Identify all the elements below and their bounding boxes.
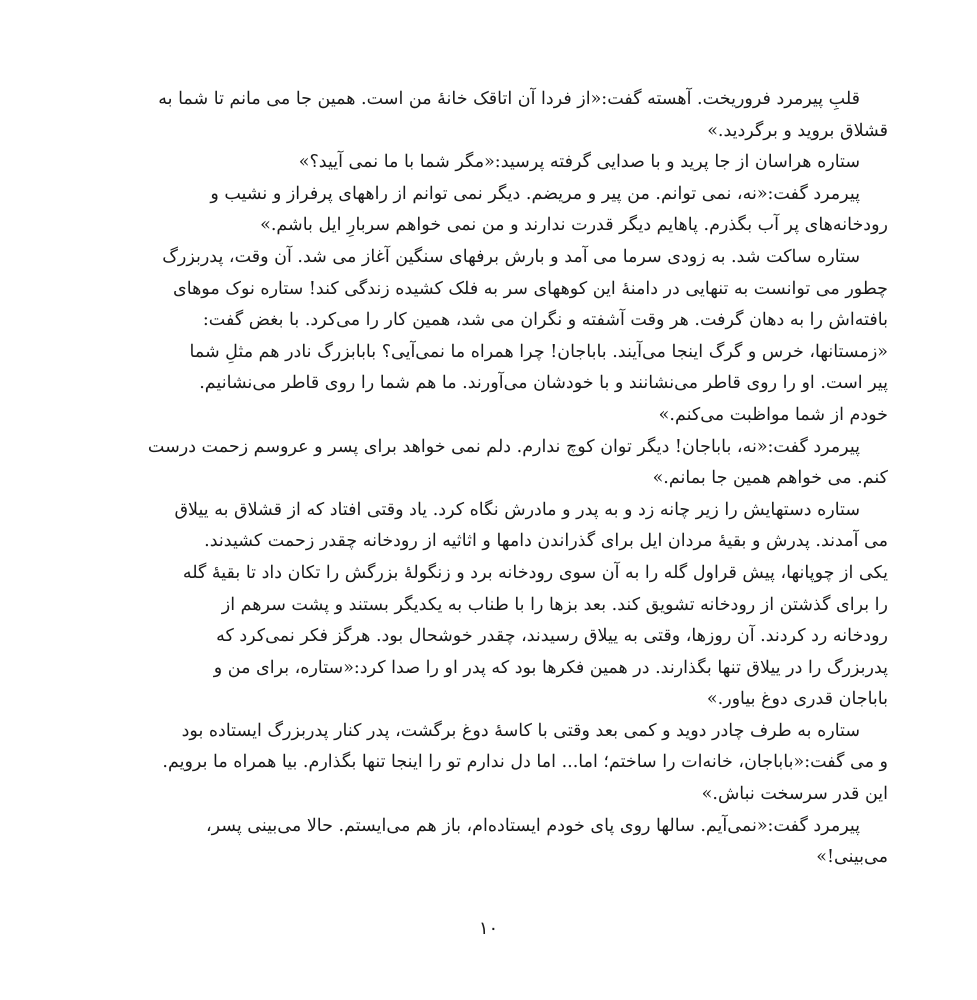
text-line: ستاره به طرف چادر دوید و کمی بعد وقتی با کاسهٔ دوغ برگشت، پدر کنار پدربزرگ ایستاده بود	[181, 720, 860, 741]
paragraph	[116, 495, 888, 716]
paragraph	[116, 716, 888, 811]
paragraph	[116, 811, 888, 874]
text-line: ستاره هراسان از جا پرید و با صدایی گرفته پرسید:«مگر شما با ما نمی آیید؟»	[298, 152, 860, 173]
paragraph	[116, 179, 888, 242]
text-line: این قدر سرسخت نباش.»	[701, 784, 888, 805]
paragraph	[116, 84, 888, 147]
text-line: چطور می توانست به تنهایی در دامنهٔ این کوههای سر به فلک کشیده زندگی کند! ستاره نوک موهای	[173, 278, 888, 299]
text-line: قلبِ پیرمرد فروریخت. آهسته گفت:«از فردا آن اتاقک خانهٔ من است. همین جا می مانم تا شما به	[158, 89, 860, 109]
text-line: خودم از شما مواظبت می‌کنم.»	[658, 404, 888, 425]
paragraph	[116, 147, 888, 179]
page-number: ۱۰	[478, 918, 499, 939]
text-line: ستاره دستهایش را زیر چانه زد و به پدر و مادرش نگاه کرد. یاد وقتی افتاد که از قشلاق به ییلاق	[174, 499, 860, 520]
text-line: پیرمرد گفت:«نه، نمی توانم. من پیر و مریضم. دیگر نمی توانم از راههای پرفراز و نشیب و	[210, 183, 860, 204]
text-line: و می گفت:«باباجان، خانه‌ات را ساختم؛ اما... اما دل ندارم تو را اینجا تنها بگذارم. بیا همراه ما برویم.	[162, 752, 888, 773]
text-line: رودخانه رد کردند. آن روزها، وقتی به ییلاق رسیدند، چقدر خوشحال بود. هرگز فکر نمی‌کرد که	[216, 626, 888, 647]
text-line: رودخانه‌های پر آب بگذرم. پاهایم دیگر قدرت ندارند و من نمی خواهم سربارِ ایل باشم.»	[260, 215, 888, 236]
text-line: می آمدند. پدرش و بقیهٔ مردان ایل برای گذراندن دامها و اثاثیه از رودخانه چقدر زحمت کشیدند.	[204, 531, 888, 552]
text-line: پیرمرد گفت:«نه، باباجان! دیگر توان کوچ ندارم. دلم نمی خواهد برای پسر و عروسم زحمت درست	[147, 436, 860, 457]
text-line: پیرمرد گفت:«نمی‌آیم. سالها روی پای خودم ایستاده‌ام، باز هم می‌ایستم. حالا می‌بینی پسر،	[205, 815, 860, 836]
text-line: یکی از چوپانها، پیش قراول گله را به آن سوی رودخانه برد و زنگولهٔ بزرگش را تکان داد تا بقیهٔ گله	[182, 562, 888, 583]
text-line: قشلاق بروید و برگردید.»	[707, 120, 888, 141]
text-line: پدربزرگ را در ییلاق تنها بگذارند. در همین فکرها بود که پدر او را صدا کرد:«ستاره، برای من و	[213, 657, 888, 678]
paragraph	[116, 432, 888, 495]
text-line: ستاره ساکت شد. به زودی سرما می آمد و بارش برفهای سنگین آغاز می شد. آن وقت، پدربزرگ	[162, 246, 860, 267]
text-line: می‌بینی!»	[816, 847, 888, 868]
paragraph	[116, 242, 888, 432]
page-body-text	[116, 84, 888, 874]
text-line: کنم. می خواهم همین جا بمانم.»	[652, 468, 888, 489]
text-line: «زمستانها، خرس و گرگ اینجا می‌آیند. باباجان! چرا همراه ما نمی‌آیی؟ بابابزرگ نادر هم مثلِ شما	[189, 341, 888, 362]
text-line: پیر است. او را روی قاطر می‌نشانند و با خودشان می‌آورند. ما هم شما را روی قاطر می‌نشانیم.	[199, 373, 888, 394]
text-line: باباجان قدری دوغ بیاور.»	[706, 689, 888, 710]
text-line: بافته‌اش را به دهان گرفت. هر وقت آشفته و نگران می شد، همین کار را می‌کرد. با بغض گفت:	[202, 310, 888, 331]
text-line: را برای گذشتن از رودخانه تشویق کند. بعد بزها را با طناب به یکدیگر بستند و پشت سرهم از	[221, 594, 888, 615]
